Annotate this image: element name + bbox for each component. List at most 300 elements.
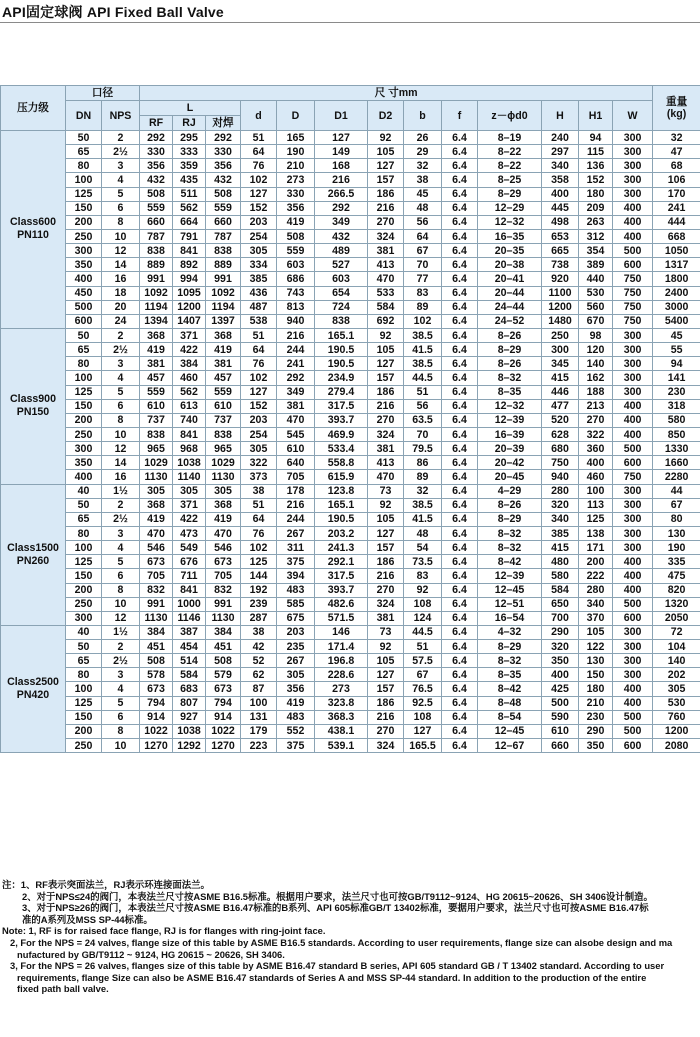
- cell-f: 6.4: [442, 739, 478, 753]
- cell-H1: 136: [579, 159, 613, 173]
- cell-H1: 171: [579, 541, 613, 555]
- cell-d: 52: [241, 654, 277, 668]
- cell-l-rf: 578: [140, 668, 173, 682]
- cell-d: 144: [241, 569, 277, 583]
- cell-f: 6.4: [442, 611, 478, 625]
- header-nps: NPS: [102, 101, 140, 131]
- cell-l-rj: 664: [173, 215, 206, 229]
- cell-b: 102: [404, 314, 442, 328]
- table-row: [1, 328, 700, 342]
- cell-l-rj: 562: [173, 201, 206, 215]
- cell-weight: 140: [653, 654, 700, 668]
- cell-f: 6.4: [442, 710, 478, 724]
- cell-l-weld: 1029: [206, 456, 241, 470]
- cell-dn: 250: [66, 739, 102, 753]
- cell-W: 750: [613, 470, 653, 484]
- cell-b: 92: [404, 583, 442, 597]
- cell-f: 6.4: [442, 159, 478, 173]
- cell-b: 32: [404, 484, 442, 498]
- cell-nps: 2: [102, 498, 140, 512]
- cell-W: 500: [613, 597, 653, 611]
- cell-nps: 10: [102, 597, 140, 611]
- cell-D1: 393.7: [315, 583, 368, 597]
- table-row: [1, 187, 700, 201]
- cell-D2: 381: [368, 611, 404, 625]
- cell-weight: 44: [653, 484, 700, 498]
- pressure-class-cell: [1, 484, 66, 625]
- cell-nps: 4: [102, 682, 140, 696]
- cell-nps: 1½: [102, 625, 140, 639]
- cell-b: 79.5: [404, 442, 442, 456]
- cell-bolt-holes: 8–22: [478, 145, 542, 159]
- cell-D1: 724: [315, 300, 368, 314]
- cell-W: 500: [613, 244, 653, 258]
- table-body: [1, 131, 700, 753]
- cell-H: 297: [542, 145, 579, 159]
- cell-dn: 65: [66, 145, 102, 159]
- header-w: W: [613, 101, 653, 131]
- cell-d: 487: [241, 300, 277, 314]
- cell-l-rj: 473: [173, 526, 206, 540]
- cell-D: 203: [277, 625, 315, 639]
- cell-D: 273: [277, 173, 315, 187]
- header-h: H: [542, 101, 579, 131]
- cell-l-rf: 787: [140, 229, 173, 243]
- cell-H: 650: [542, 597, 579, 611]
- cell-H: 415: [542, 541, 579, 555]
- cell-b: 67: [404, 244, 442, 258]
- cell-D: 381: [277, 399, 315, 413]
- cell-nps: 4: [102, 371, 140, 385]
- cell-D2: 692: [368, 314, 404, 328]
- cell-H: 580: [542, 569, 579, 583]
- cell-bolt-holes: 20–45: [478, 470, 542, 484]
- cell-dn: 150: [66, 399, 102, 413]
- cell-H1: 125: [579, 512, 613, 526]
- cell-D2: 127: [368, 159, 404, 173]
- cell-D: 216: [277, 328, 315, 342]
- cell-l-rf: 1029: [140, 456, 173, 470]
- cell-b: 41.5: [404, 343, 442, 357]
- table-row: [1, 640, 700, 654]
- cell-W: 750: [613, 300, 653, 314]
- cell-l-rj: 371: [173, 328, 206, 342]
- cell-l-weld: 991: [206, 272, 241, 286]
- cell-dn: 200: [66, 215, 102, 229]
- cell-l-rf: 660: [140, 215, 173, 229]
- cell-D: 508: [277, 229, 315, 243]
- cell-bolt-holes: 8–29: [478, 640, 542, 654]
- header-dimensions: 尺 寸mm: [140, 86, 653, 101]
- cell-H: 345: [542, 357, 579, 371]
- cell-bolt-holes: 4–32: [478, 625, 542, 639]
- table-row: [1, 272, 700, 286]
- cell-W: 400: [613, 413, 653, 427]
- cell-D2: 270: [368, 724, 404, 738]
- cell-f: 6.4: [442, 625, 478, 639]
- cell-l-rj: 514: [173, 654, 206, 668]
- cell-H1: 94: [579, 131, 613, 145]
- cell-D1: 279.4: [315, 385, 368, 399]
- cell-D: 267: [277, 654, 315, 668]
- table-row: [1, 555, 700, 569]
- table-row: [1, 569, 700, 583]
- cell-weight: 55: [653, 343, 700, 357]
- cell-f: 6.4: [442, 328, 478, 342]
- cell-dn: 200: [66, 413, 102, 427]
- cell-bolt-holes: 8–26: [478, 357, 542, 371]
- table-row: [1, 201, 700, 215]
- cell-W: 300: [613, 498, 653, 512]
- cell-f: 6.4: [442, 272, 478, 286]
- cell-H1: 263: [579, 215, 613, 229]
- table-row: [1, 159, 700, 173]
- cell-dn: 250: [66, 597, 102, 611]
- cell-f: 6.4: [442, 413, 478, 427]
- cell-D2: 92: [368, 131, 404, 145]
- cell-dn: 40: [66, 625, 102, 639]
- cell-l-weld: 889: [206, 258, 241, 272]
- cell-W: 400: [613, 569, 653, 583]
- cell-d: 373: [241, 470, 277, 484]
- cell-f: 6.4: [442, 682, 478, 696]
- header-b: b: [404, 101, 442, 131]
- cell-b: 70: [404, 258, 442, 272]
- cell-W: 300: [613, 159, 653, 173]
- cell-dn: 125: [66, 555, 102, 569]
- cell-l-rf: 832: [140, 583, 173, 597]
- cell-nps: 5: [102, 555, 140, 569]
- table-row: [1, 470, 700, 484]
- cell-H: 480: [542, 555, 579, 569]
- cell-l-rf: 889: [140, 258, 173, 272]
- cell-bolt-holes: 8–35: [478, 668, 542, 682]
- cell-d: 127: [241, 187, 277, 201]
- cell-nps: 8: [102, 724, 140, 738]
- header-l: L: [140, 101, 241, 116]
- cell-H: 500: [542, 696, 579, 710]
- cell-b: 44.5: [404, 371, 442, 385]
- cell-D: 356: [277, 201, 315, 215]
- cell-D1: 241.3: [315, 541, 368, 555]
- cell-W: 400: [613, 427, 653, 441]
- cell-l-weld: 305: [206, 484, 241, 498]
- note-zh-1: 注：1、RF表示突面法兰，RJ表示环连接面法兰。: [2, 879, 210, 890]
- cell-l-rj: 711: [173, 569, 206, 583]
- cell-l-rf: 965: [140, 442, 173, 456]
- cell-l-rj: 549: [173, 541, 206, 555]
- cell-nps: 16: [102, 470, 140, 484]
- cell-H1: 560: [579, 300, 613, 314]
- cell-weight: 1200: [653, 724, 700, 738]
- cell-d: 322: [241, 456, 277, 470]
- cell-H1: 270: [579, 413, 613, 427]
- cell-D: 165: [277, 131, 315, 145]
- cell-bolt-holes: 8–22: [478, 159, 542, 173]
- cell-l-rj: 1292: [173, 739, 206, 753]
- cell-weight: 190: [653, 541, 700, 555]
- cell-nps: 6: [102, 710, 140, 724]
- cell-dn: 300: [66, 244, 102, 258]
- header-bolt-holes: z－ϕd0: [478, 101, 542, 131]
- cell-l-rf: 457: [140, 371, 173, 385]
- pressure-class-label: Class900: [10, 393, 56, 406]
- cell-H1: 152: [579, 173, 613, 187]
- cell-f: 6.4: [442, 399, 478, 413]
- cell-H1: 312: [579, 229, 613, 243]
- cell-l-weld: 1270: [206, 739, 241, 753]
- cell-l-rj: 613: [173, 399, 206, 413]
- cell-H: 940: [542, 470, 579, 484]
- cell-nps: 4: [102, 173, 140, 187]
- cell-W: 300: [613, 385, 653, 399]
- cell-H: 385: [542, 526, 579, 540]
- cell-l-weld: 384: [206, 625, 241, 639]
- cell-b: 48: [404, 526, 442, 540]
- cell-D2: 470: [368, 272, 404, 286]
- cell-l-rf: 1130: [140, 611, 173, 625]
- cell-D1: 533.4: [315, 442, 368, 456]
- cell-d: 305: [241, 442, 277, 456]
- cell-weight: 530: [653, 696, 700, 710]
- cell-H: 477: [542, 399, 579, 413]
- page-title: API固定球阀 API Fixed Ball Valve: [2, 4, 224, 20]
- cell-f: 6.4: [442, 343, 478, 357]
- cell-l-rj: 1200: [173, 300, 206, 314]
- cell-l-rf: 384: [140, 625, 173, 639]
- note-en-2-cont: nufactured by GB/T9112 ~ 9124, HG 20615 ~ 20626, SH 3406.: [17, 948, 285, 960]
- cell-D: 375: [277, 555, 315, 569]
- cell-weight: 241: [653, 201, 700, 215]
- cell-weight: 2280: [653, 470, 700, 484]
- cell-W: 300: [613, 541, 653, 555]
- cell-weight: 230: [653, 385, 700, 399]
- cell-D2: 270: [368, 413, 404, 427]
- cell-W: 600: [613, 456, 653, 470]
- pressure-class-cell: [1, 131, 66, 329]
- cell-D: 394: [277, 569, 315, 583]
- cell-nps: 10: [102, 739, 140, 753]
- cell-D2: 186: [368, 696, 404, 710]
- cell-bolt-holes: 8–48: [478, 696, 542, 710]
- cell-nps: 6: [102, 569, 140, 583]
- cell-weight: 2400: [653, 286, 700, 300]
- cell-l-weld: 1130: [206, 611, 241, 625]
- cell-b: 89: [404, 300, 442, 314]
- cell-H1: 209: [579, 201, 613, 215]
- cell-f: 6.4: [442, 640, 478, 654]
- cell-b: 54: [404, 541, 442, 555]
- header-weight: [653, 86, 700, 131]
- cell-l-weld: 419: [206, 343, 241, 357]
- cell-d: 38: [241, 625, 277, 639]
- cell-l-rf: 292: [140, 131, 173, 145]
- cell-weight: 202: [653, 668, 700, 682]
- cell-weight: 580: [653, 413, 700, 427]
- cell-D: 559: [277, 244, 315, 258]
- table-row: [1, 300, 700, 314]
- cell-D1: 165.1: [315, 498, 368, 512]
- cell-D: 419: [277, 215, 315, 229]
- cell-weight: 68: [653, 159, 700, 173]
- cell-bolt-holes: 8–19: [478, 131, 542, 145]
- cell-D1: 432: [315, 229, 368, 243]
- cell-b: 89: [404, 470, 442, 484]
- cell-b: 38.5: [404, 328, 442, 342]
- cell-H1: 98: [579, 328, 613, 342]
- cell-f: 6.4: [442, 258, 478, 272]
- table-row: [1, 357, 700, 371]
- cell-nps: 3: [102, 526, 140, 540]
- table-row: [1, 314, 700, 328]
- cell-dn: 80: [66, 159, 102, 173]
- cell-bolt-holes: 8–25: [478, 173, 542, 187]
- cell-D2: 157: [368, 371, 404, 385]
- cell-D1: 438.1: [315, 724, 368, 738]
- cell-D: 267: [277, 526, 315, 540]
- header-dn: DN: [66, 101, 102, 131]
- cell-H1: 360: [579, 442, 613, 456]
- pressure-class-cell: [1, 328, 66, 484]
- cell-weight: 47: [653, 145, 700, 159]
- cell-nps: 8: [102, 583, 140, 597]
- cell-weight: 130: [653, 526, 700, 540]
- cell-l-rj: 359: [173, 159, 206, 173]
- cell-nps: 20: [102, 300, 140, 314]
- cell-D: 356: [277, 682, 315, 696]
- cell-b: 44.5: [404, 625, 442, 639]
- cell-H: 280: [542, 484, 579, 498]
- cell-weight: 5400: [653, 314, 700, 328]
- cell-b: 51: [404, 640, 442, 654]
- cell-l-rf: 508: [140, 654, 173, 668]
- cell-D: 470: [277, 413, 315, 427]
- cell-D2: 470: [368, 470, 404, 484]
- header-d2: D2: [368, 101, 404, 131]
- cell-dn: 300: [66, 611, 102, 625]
- cell-d: 127: [241, 385, 277, 399]
- cell-H1: 162: [579, 371, 613, 385]
- cell-d: 125: [241, 555, 277, 569]
- cell-D2: 157: [368, 541, 404, 555]
- cell-D2: 216: [368, 569, 404, 583]
- cell-D2: 127: [368, 357, 404, 371]
- cell-nps: 6: [102, 201, 140, 215]
- cell-f: 6.4: [442, 215, 478, 229]
- table-row: [1, 131, 700, 145]
- cell-dn: 150: [66, 710, 102, 724]
- cell-D2: 413: [368, 456, 404, 470]
- cell-b: 38.5: [404, 498, 442, 512]
- cell-H1: 670: [579, 314, 613, 328]
- cell-H: 498: [542, 215, 579, 229]
- cell-d: 254: [241, 427, 277, 441]
- cell-dn: 50: [66, 328, 102, 342]
- cell-D: 483: [277, 583, 315, 597]
- cell-D2: 216: [368, 201, 404, 215]
- cell-dn: 80: [66, 526, 102, 540]
- cell-H: 660: [542, 739, 579, 753]
- cell-l-rj: 371: [173, 498, 206, 512]
- cell-l-rj: 994: [173, 272, 206, 286]
- cell-H1: 113: [579, 498, 613, 512]
- cell-l-rj: 927: [173, 710, 206, 724]
- cell-f: 6.4: [442, 541, 478, 555]
- cell-dn: 100: [66, 371, 102, 385]
- cell-D2: 127: [368, 526, 404, 540]
- cell-nps: 8: [102, 413, 140, 427]
- cell-l-rj: 1095: [173, 286, 206, 300]
- cell-weight: 444: [653, 215, 700, 229]
- cell-b: 32: [404, 159, 442, 173]
- cell-H1: 230: [579, 710, 613, 724]
- cell-l-rj: 676: [173, 555, 206, 569]
- header-h1: H1: [579, 101, 613, 131]
- cell-weight: 760: [653, 710, 700, 724]
- cell-D1: 469.9: [315, 427, 368, 441]
- cell-f: 6.4: [442, 371, 478, 385]
- cell-bolt-holes: 8–32: [478, 371, 542, 385]
- header-l-weld: 对焊: [206, 116, 241, 131]
- cell-D1: 228.6: [315, 668, 368, 682]
- cell-nps: 10: [102, 229, 140, 243]
- cell-l-weld: 660: [206, 215, 241, 229]
- cell-weight: 67: [653, 498, 700, 512]
- cell-H: 700: [542, 611, 579, 625]
- cell-W: 400: [613, 399, 653, 413]
- cell-l-weld: 673: [206, 682, 241, 696]
- cell-d: 305: [241, 244, 277, 258]
- cell-H1: 138: [579, 526, 613, 540]
- cell-H: 350: [542, 654, 579, 668]
- cell-W: 600: [613, 258, 653, 272]
- table-row: [1, 145, 700, 159]
- cell-b: 92.5: [404, 696, 442, 710]
- cell-D: 610: [277, 442, 315, 456]
- cell-D2: 270: [368, 583, 404, 597]
- cell-d: 102: [241, 371, 277, 385]
- cell-bolt-holes: 12–39: [478, 569, 542, 583]
- cell-b: 48: [404, 201, 442, 215]
- cell-D2: 413: [368, 258, 404, 272]
- cell-D1: 317.5: [315, 569, 368, 583]
- cell-W: 300: [613, 484, 653, 498]
- cell-H1: 350: [579, 739, 613, 753]
- cell-l-rj: 511: [173, 187, 206, 201]
- cell-l-weld: 1397: [206, 314, 241, 328]
- cell-l-weld: 451: [206, 640, 241, 654]
- cell-l-rf: 610: [140, 399, 173, 413]
- cell-l-weld: 419: [206, 512, 241, 526]
- cell-f: 6.4: [442, 131, 478, 145]
- cell-b: 57.5: [404, 654, 442, 668]
- cell-D: 244: [277, 343, 315, 357]
- cell-W: 400: [613, 215, 653, 229]
- cell-bolt-holes: 8–29: [478, 187, 542, 201]
- cell-D: 603: [277, 258, 315, 272]
- cell-H1: 188: [579, 385, 613, 399]
- cell-l-weld: 914: [206, 710, 241, 724]
- cell-W: 750: [613, 314, 653, 328]
- cell-H: 628: [542, 427, 579, 441]
- cell-D: 311: [277, 541, 315, 555]
- cell-H: 446: [542, 385, 579, 399]
- cell-f: 6.4: [442, 512, 478, 526]
- cell-nps: 2: [102, 640, 140, 654]
- cell-dn: 350: [66, 456, 102, 470]
- cell-D: 190: [277, 145, 315, 159]
- cell-nps: 4: [102, 541, 140, 555]
